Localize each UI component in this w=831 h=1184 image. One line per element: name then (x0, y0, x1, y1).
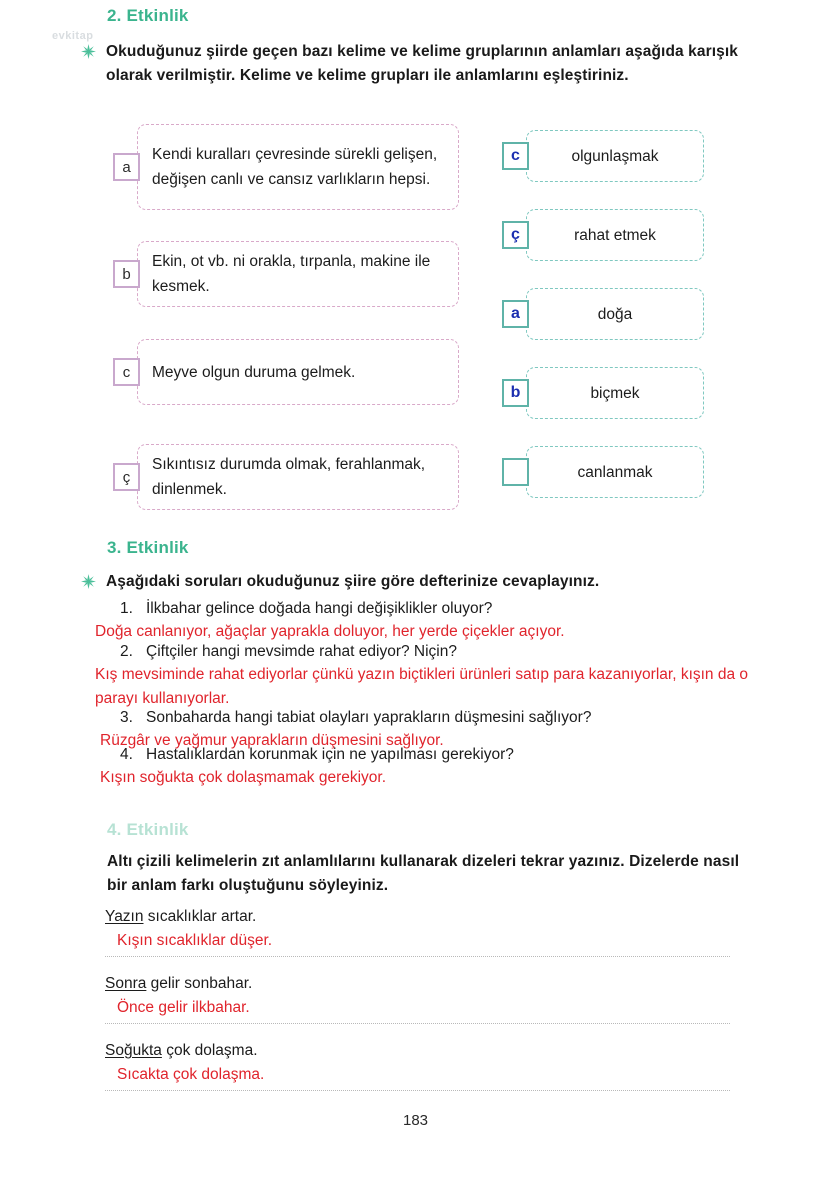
question-number: 3. (120, 709, 133, 726)
answer-line: Kış mevsiminde rahat ediyorlar çünkü yazın biçtikleri ürünleri satıp para kazanıyorlar, kışın da o parayı kullanıyorlar. (95, 666, 749, 707)
definition-item[interactable] (113, 241, 459, 307)
word-item[interactable] (502, 288, 704, 340)
word-item[interactable] (502, 446, 704, 498)
asterisk-bullet-icon (80, 573, 97, 590)
definition-letter-badge: a (113, 153, 140, 181)
word-item[interactable] (502, 130, 704, 182)
word-item[interactable] (502, 209, 704, 261)
question-number: 4. (120, 746, 133, 763)
question-answer-item (0, 597, 831, 643)
answer-letter-badge[interactable] (502, 458, 529, 486)
dotted-separator (105, 1090, 730, 1091)
question-number: 1. (120, 600, 133, 617)
dize-original-line (105, 905, 730, 929)
definition-item[interactable] (113, 444, 459, 510)
word-text-box: olgunlaşmak (526, 130, 704, 182)
activity-4-heading: 4. Etkinlik (107, 820, 189, 839)
question-text: İlkbahar gelince doğada hangi değişiklikler oluyor? (146, 600, 493, 617)
question-text: Sonbaharda hangi tabiat olayları yaprakların düşmesini sağlıyor? (146, 709, 592, 726)
dize-answer-line: Önce gelir ilkbahar. (117, 999, 250, 1016)
dize-item (105, 1039, 730, 1091)
question-number: 2. (120, 643, 133, 660)
question-line (0, 743, 831, 766)
question-line (0, 597, 831, 620)
question-text: Hastalıklardan korunmak için ne yapılması gerekiyor? (146, 746, 514, 763)
dize-original-line (105, 972, 730, 996)
definition-text-box: Ekin, ot vb. ni orakla, tırpanla, makine ile kesmek. (137, 241, 459, 307)
word-text-box: biçmek (526, 367, 704, 419)
definition-text-box: Meyve olgun duruma gelmek. (137, 339, 459, 405)
activity-4-instruction-text-wrap (107, 850, 757, 898)
question-line (0, 640, 831, 663)
activity-3-heading: 3. Etkinlik (107, 538, 189, 557)
activity-2-instruction-row (80, 40, 760, 88)
word-text-box: rahat etmek (526, 209, 704, 261)
page-watermark: evkitap (52, 30, 94, 42)
question-text: Çiftçiler hangi mevsimde rahat ediyor? Niçin? (146, 643, 457, 660)
definition-item[interactable] (113, 124, 459, 210)
answer-letter-badge[interactable]: c (502, 142, 529, 170)
dize-item (105, 905, 730, 957)
question-answer-item (0, 743, 831, 789)
word-item[interactable] (502, 367, 704, 419)
activity-2-instruction-text: Okuduğunuz şiirde geçen bazı kelime ve kelime gruplarının anlamları aşağıda karışık olarak verilmiştir. Kelime ve kelime grupları ile anlamlarını eşleştiriniz. (106, 43, 738, 84)
matching-exercise (0, 124, 831, 514)
asterisk-bullet-icon (80, 43, 97, 60)
answer-letter-badge[interactable]: a (502, 300, 529, 328)
answer-letter-badge[interactable]: ç (502, 221, 529, 249)
dize-underlined-word: Yazın (105, 908, 144, 925)
page-number: 183 (402, 1112, 429, 1129)
dize-rest-text: çok dolaşma. (161, 1042, 258, 1059)
dize-underlined-word: Soğukta (105, 1042, 162, 1059)
definition-text-box: Sıkıntısız durumda olmak, ferahlanmak, dinlenmek. (137, 444, 459, 510)
definition-letter-badge: c (113, 358, 140, 386)
answer-letter-badge[interactable]: b (502, 379, 529, 407)
activity-3-instruction-text: Aşağıdaki soruları okuduğunuz şiire göre defterinize cevaplayınız. (106, 573, 600, 590)
dize-answer-line: Sıcakta çok dolaşma. (117, 1066, 265, 1083)
dize-underlined-word: Sonra (105, 975, 147, 992)
dize-answer-line: Kışın sıcaklıklar düşer. (117, 932, 273, 949)
word-text-box: doğa (526, 288, 704, 340)
question-line (0, 706, 831, 729)
dotted-separator (105, 956, 730, 957)
word-text-box: canlanmak (526, 446, 704, 498)
answer-line: Doğa canlanıyor, ağaçlar yaprakla doluyor, her yerde çiçekler açıyor. (95, 623, 565, 640)
definition-letter-badge: b (113, 260, 140, 288)
answer-line: Rüzgâr ve yağmur yaprakların düşmesini sağlıyor. (100, 732, 444, 749)
activity-2-heading: 2. Etkinlik (107, 6, 189, 23)
answer-line: Kışın soğukta çok dolaşmamak gerekiyor. (100, 769, 387, 786)
activity-4-instruction-text: Altı çizili kelimelerin zıt anlamlılarını kullanarak dizeleri tekrar yazınız. Dizelerde nasıl bir anlam farkı oluştuğunu söyleyiniz. (107, 853, 740, 894)
dize-rest-text: gelir sonbahar. (146, 975, 253, 992)
activity-3-instruction-row (80, 570, 780, 594)
question-answer-item (0, 640, 831, 711)
dize-item (105, 972, 730, 1024)
definition-text-box: Kendi kuralları çevresinde sürekli gelişen, değişen canlı ve cansız varlıkların hepsi. (137, 124, 459, 210)
dotted-separator (105, 1023, 730, 1024)
dize-rest-text: sıcaklıklar artar. (143, 908, 257, 925)
dize-original-line (105, 1039, 730, 1063)
definition-item[interactable] (113, 339, 459, 405)
definition-letter-badge: ç (113, 463, 140, 491)
